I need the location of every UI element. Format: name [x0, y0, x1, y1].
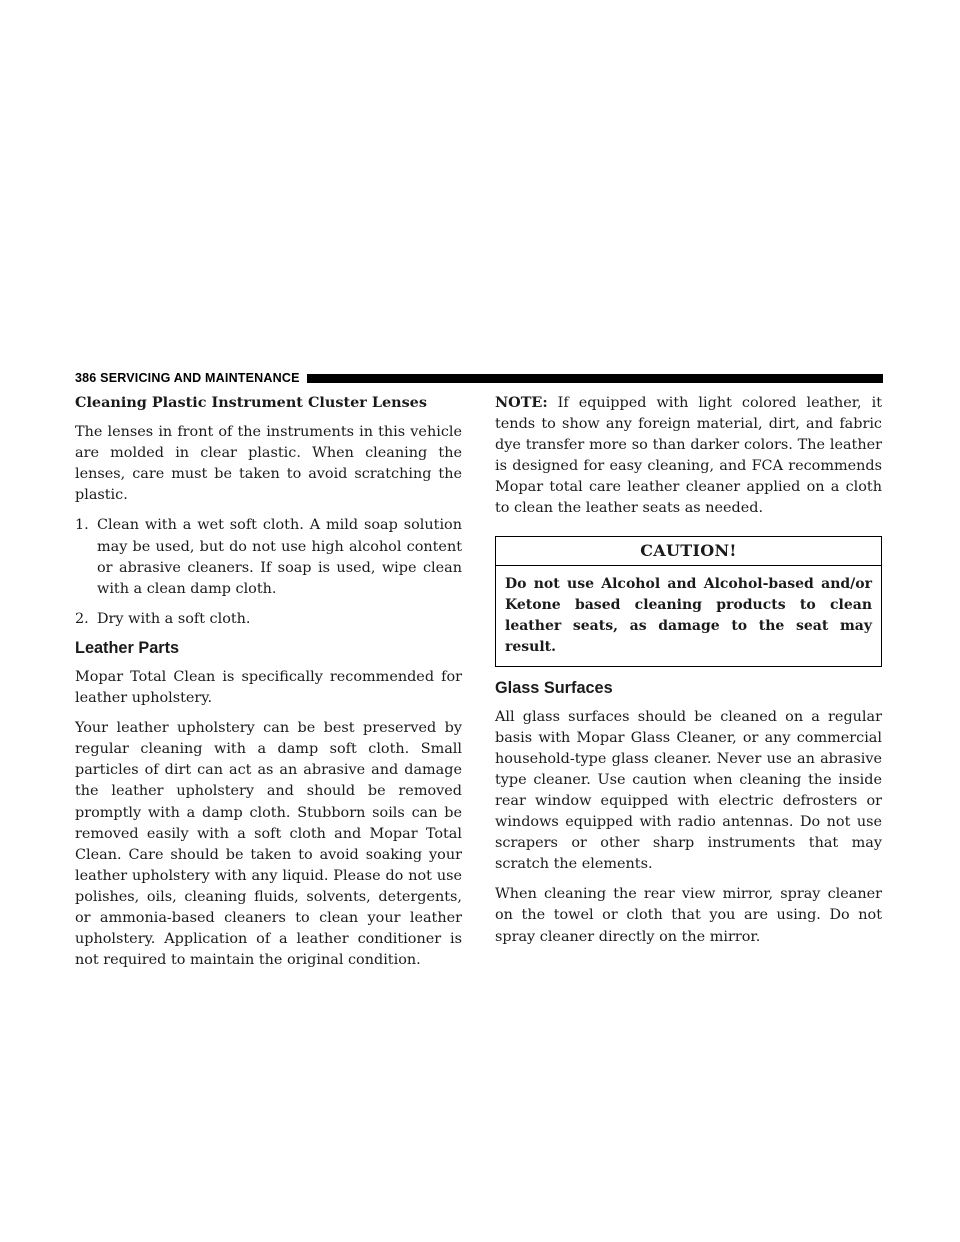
leather-parts-heading: Leather Parts — [75, 638, 180, 657]
leather-note — [495, 392, 882, 520]
glass-surfaces-heading: Glass Surfaces — [495, 678, 613, 697]
caution-text: Do not use Alcohol and Alcohol-based and/or Ketone based cleaning products to clean leather seats, as damage to the seat may result. — [505, 575, 872, 655]
right-column — [495, 392, 882, 957]
page-header-label — [75, 371, 300, 385]
plastic-lenses-title: Cleaning Plastic Instrument Cluster Lenses — [75, 394, 427, 411]
section-title: SERVICING AND MAINTENANCE — [100, 371, 300, 385]
caution-title: CAUTION! — [496, 537, 881, 566]
page-header — [75, 370, 883, 386]
header-rule — [307, 374, 883, 383]
step-number: 2. — [75, 610, 89, 627]
note-label: NOTE: — [495, 394, 548, 411]
list-item — [75, 515, 462, 599]
list-item — [75, 609, 462, 630]
leather-paragraph-1: Mopar Total Clean is specifically recommended for leather upholstery. — [75, 668, 462, 707]
step-number: 1. — [75, 517, 89, 534]
leather-paragraph-2: Your leather upholstery can be best preserved by regular cleaning with a damp soft cloth. Small particles of dirt can act as an abrasive and damage the leather upholstery and should be removed promptly with a damp cloth. Stubborn soils can be removed easily with a soft cloth and Mopar Total Clean. Care should be taken to avoid soaking your leather upholstery with any liquid. Please do not use polishes, oils, cleaning fluids, solvents, detergents, or ammonia-based cleaners to clean your leather upholstery. Application of a leather conditioner is not required to maintain the original condition. — [75, 720, 462, 969]
cleaning-steps-list — [75, 515, 462, 629]
glass-paragraph-1: All glass surfaces should be cleaned on a regular basis with Mopar Glass Cleaner, or any commercial household-type glass cleaner. Never use an abrasive type cleaner. Use caution when cleaning the inside rear window equipped with electric defrosters or windows equipped with radio antennas. Do not use scrapers or other sharp instruments that may scratch the elements. — [495, 708, 882, 873]
note-text: If equipped with light colored leather, it tends to show any foreign material, dirt, and fabric dye transfer more so than darker colors. The leather is designed for easy cleaning, and FCA recommends Mopar total care leather cleaner applied on a cloth to clean the leather seats as needed. — [495, 395, 882, 517]
plastic-lenses-intro: The lenses in front of the instruments in this vehicle are molded in clear plastic. When cleaning the lenses, care must be taken to avoid scratching the plastic. — [75, 424, 462, 504]
page-number: 386 — [75, 371, 97, 385]
left-column — [75, 392, 462, 980]
step-text: Dry with a soft cloth. — [97, 610, 251, 627]
caution-box — [495, 536, 882, 667]
step-text: Clean with a wet soft cloth. A mild soap solution may be used, but do not use high alcohol content or abrasive cleaners. If soap is used, wipe clean with a clean damp cloth. — [97, 517, 462, 597]
glass-paragraph-2: When cleaning the rear view mirror, spray cleaner on the towel or cloth that you are using. Do not spray cleaner directly on the mirror. — [495, 886, 882, 945]
